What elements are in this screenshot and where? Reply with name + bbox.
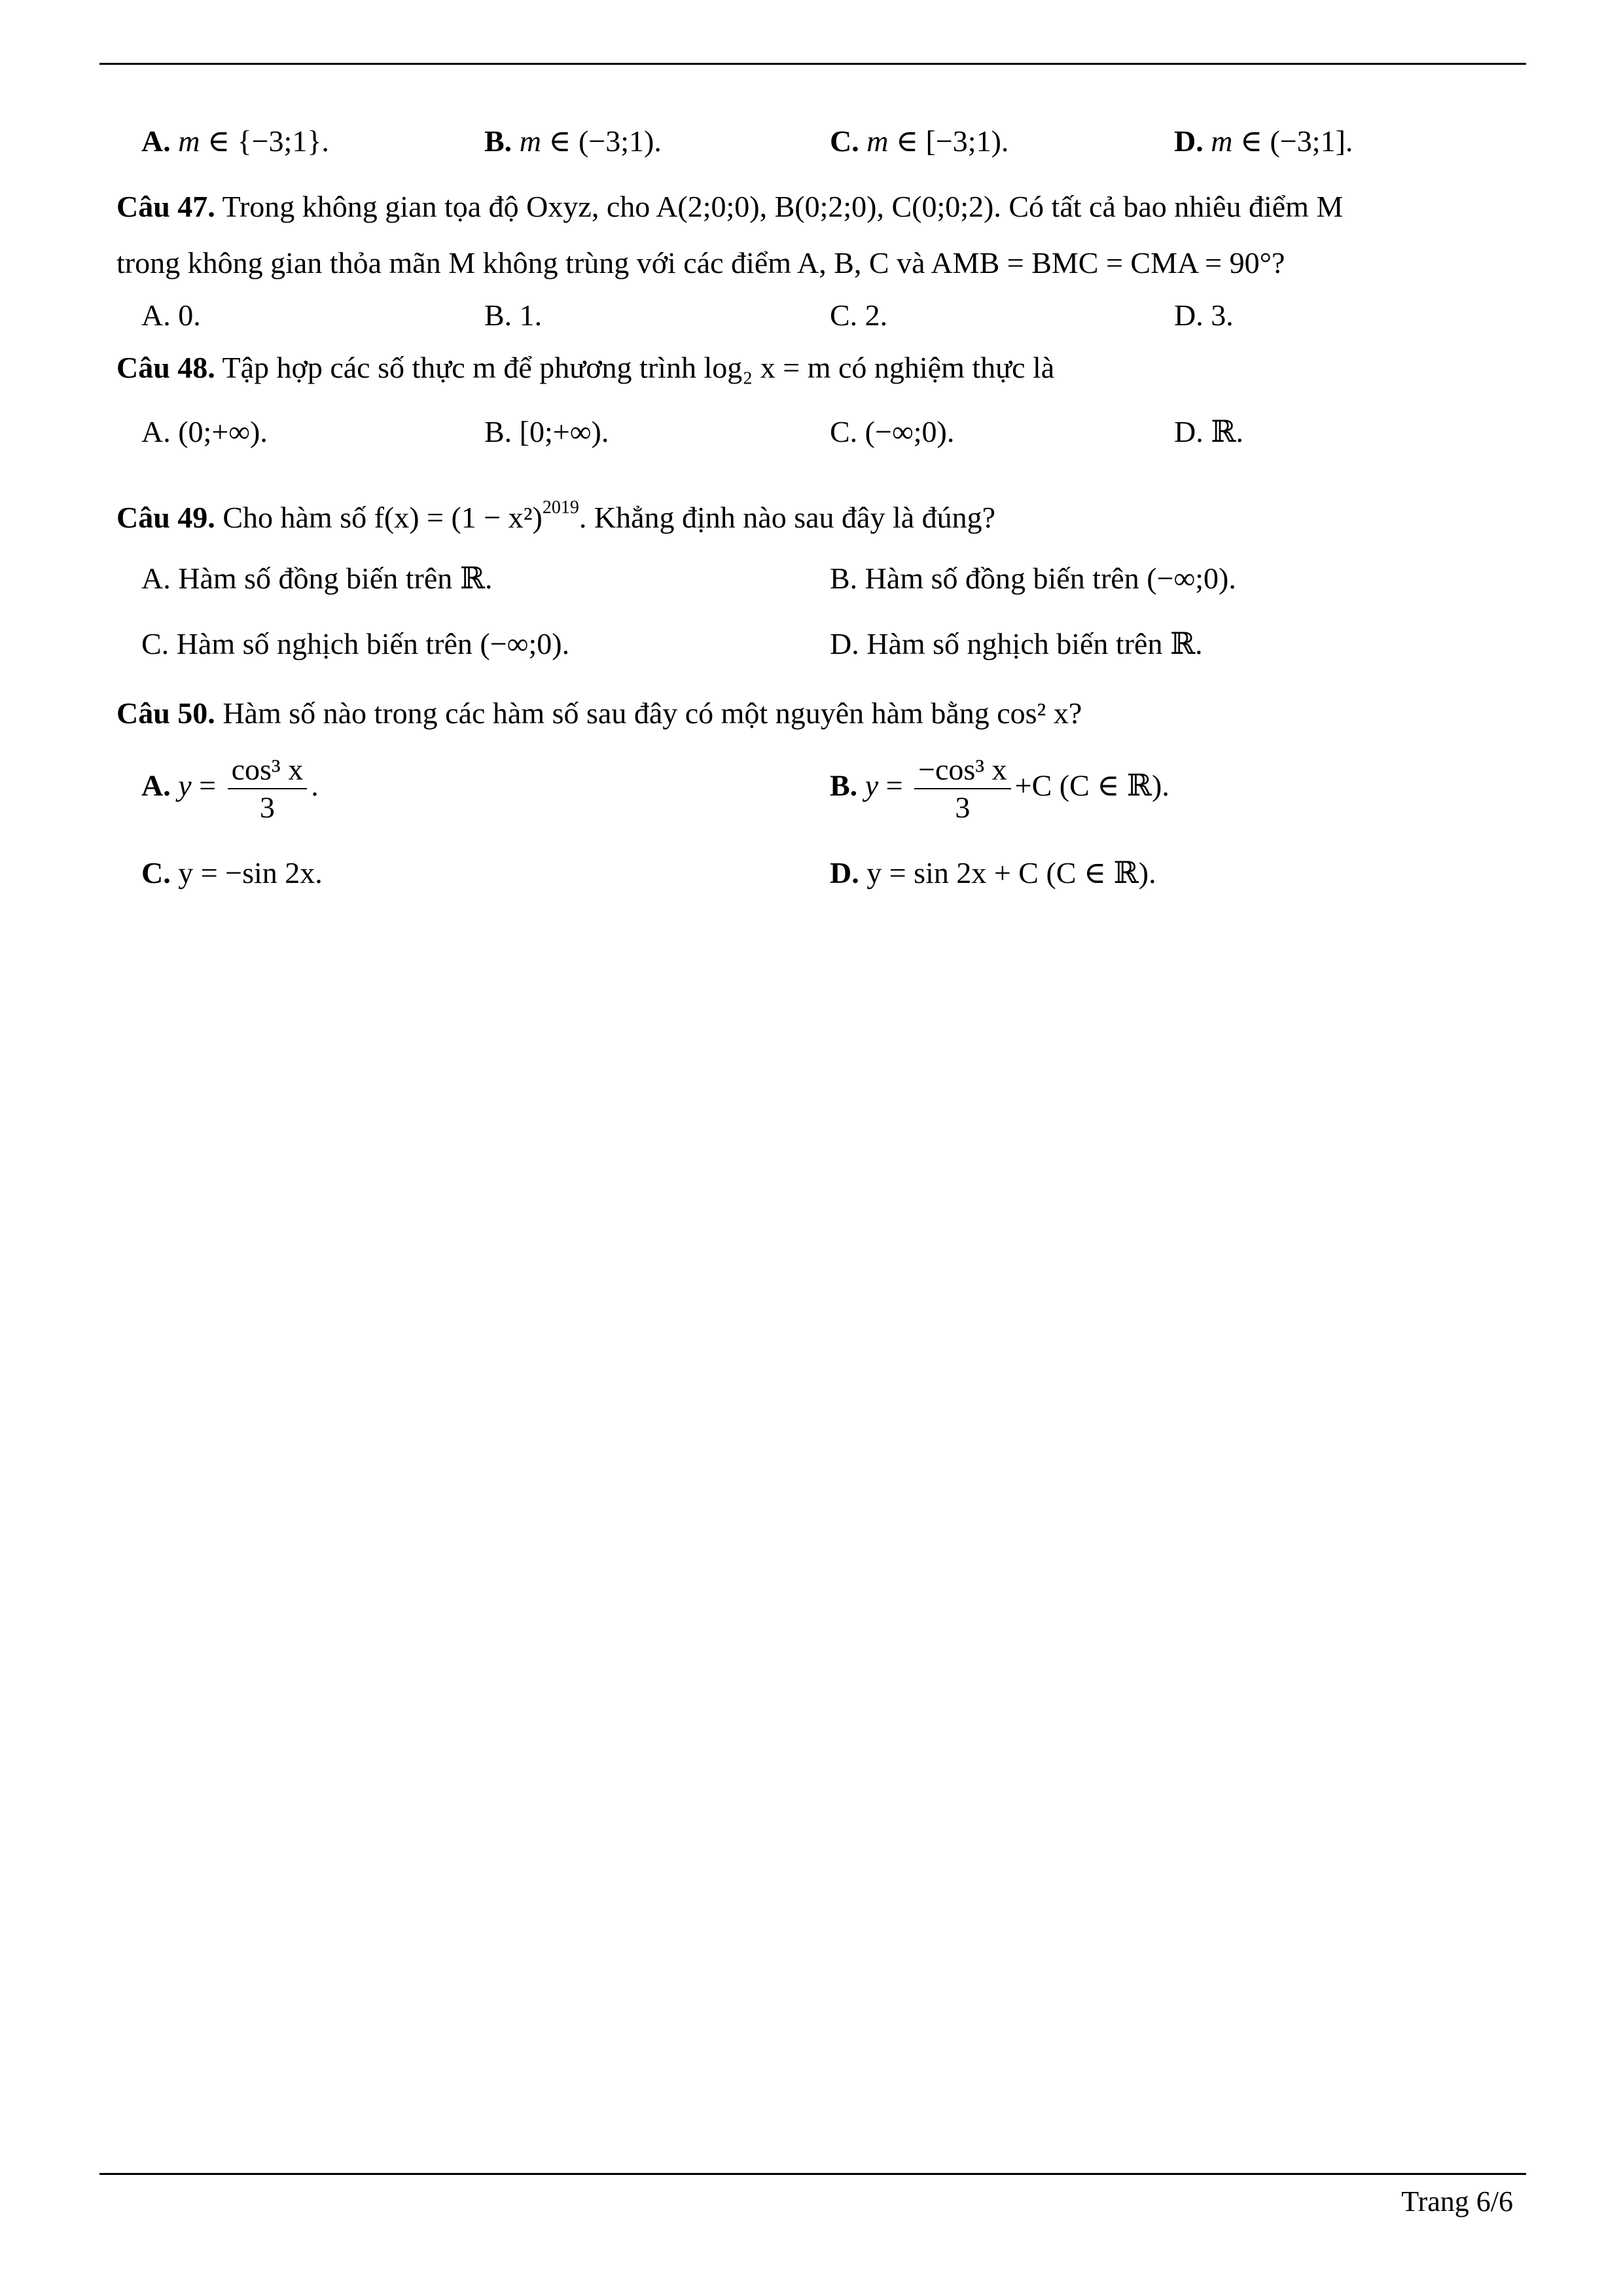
q47-line-2: trong không gian thỏa mãn M không trùng với các điểm A, B, C và AMB = BMC = CMA = 90°? bbox=[116, 246, 1285, 279]
q48-option-d: D. ℝ. bbox=[1174, 415, 1243, 448]
header-rule bbox=[99, 63, 1526, 65]
q47-option-b: B. 1. bbox=[484, 298, 543, 332]
q47-option-c: C. 2. bbox=[830, 298, 888, 332]
q48-option-c: C. (−∞;0). bbox=[830, 415, 955, 448]
page-number: Trang 6/6 bbox=[1401, 2185, 1513, 2217]
q48-option-b: B. [0;+∞). bbox=[484, 415, 609, 448]
footer-rule bbox=[99, 2173, 1526, 2175]
q48-line: Câu 48. Tập hợp các số thực m để phương trình log₂ x = m có nghiệm thực là bbox=[116, 351, 1055, 384]
q46-option-a: A. m ∈ {−3;1}. bbox=[141, 124, 329, 158]
q49-option-d: D. Hàm số nghịch biến trên ℝ. bbox=[830, 627, 1203, 660]
q49-option-a: A. Hàm số đồng biến trên ℝ. bbox=[141, 562, 493, 595]
q50-option-b: B. y = $\frac{\text{−cos³ x}}{3}$ +C (C ∈ ℝ). bbox=[830, 751, 1169, 826]
q48-option-a: A. (0;+∞). bbox=[141, 415, 268, 448]
q47-line-1: Câu 47. Trong không gian tọa độ Oxyz, cho A(2;0;0), B(0;2;0), C(0;0;2). Có tất cả bao nhiêu điểm M bbox=[116, 190, 1344, 223]
q50-label: Câu 50. bbox=[116, 696, 215, 730]
q49-exponent: 2019 bbox=[542, 497, 579, 518]
q50-option-d: D. y = sin 2x + C (C ∈ ℝ). bbox=[830, 856, 1156, 889]
q50-option-c: C. y = −sin 2x. bbox=[141, 856, 323, 889]
q46-option-c: C. m ∈ [−3;1). bbox=[830, 124, 1009, 158]
q49-label: Câu 49. bbox=[116, 501, 215, 534]
q47-option-d: D. 3. bbox=[1174, 298, 1234, 332]
q48-label: Câu 48. bbox=[116, 351, 215, 384]
q50-option-a: A. y = $\frac{\text{cos³ x}}{3}$ . bbox=[141, 751, 319, 826]
q50-line: Câu 50. Hàm số nào trong các hàm số sau đây có một nguyên hàm bằng cos² x? bbox=[116, 696, 1082, 730]
q50-option-a-fraction: $\frac{\text{cos³ x}}{3}$ bbox=[228, 751, 308, 826]
q49-line: Câu 49. Cho hàm số $f(x) = (1 - x^2)^{2019}$. Khẳng định nào sau đây là đúng? bbox=[116, 497, 996, 534]
q46-option-b: B. m ∈ (−3;1). bbox=[484, 124, 662, 158]
q47-label: Câu 47. bbox=[116, 190, 215, 223]
q47-option-a: A. 0. bbox=[141, 298, 201, 332]
q49-option-b: B. Hàm số đồng biến trên (−∞;0). bbox=[830, 562, 1236, 595]
q50-option-b-fraction: $\frac{\text{−cos³ x}}{3}$ bbox=[914, 751, 1011, 826]
q46-option-d: D. m ∈ (−3;1]. bbox=[1174, 124, 1353, 158]
q49-option-c: C. Hàm số nghịch biến trên (−∞;0). bbox=[141, 627, 570, 660]
